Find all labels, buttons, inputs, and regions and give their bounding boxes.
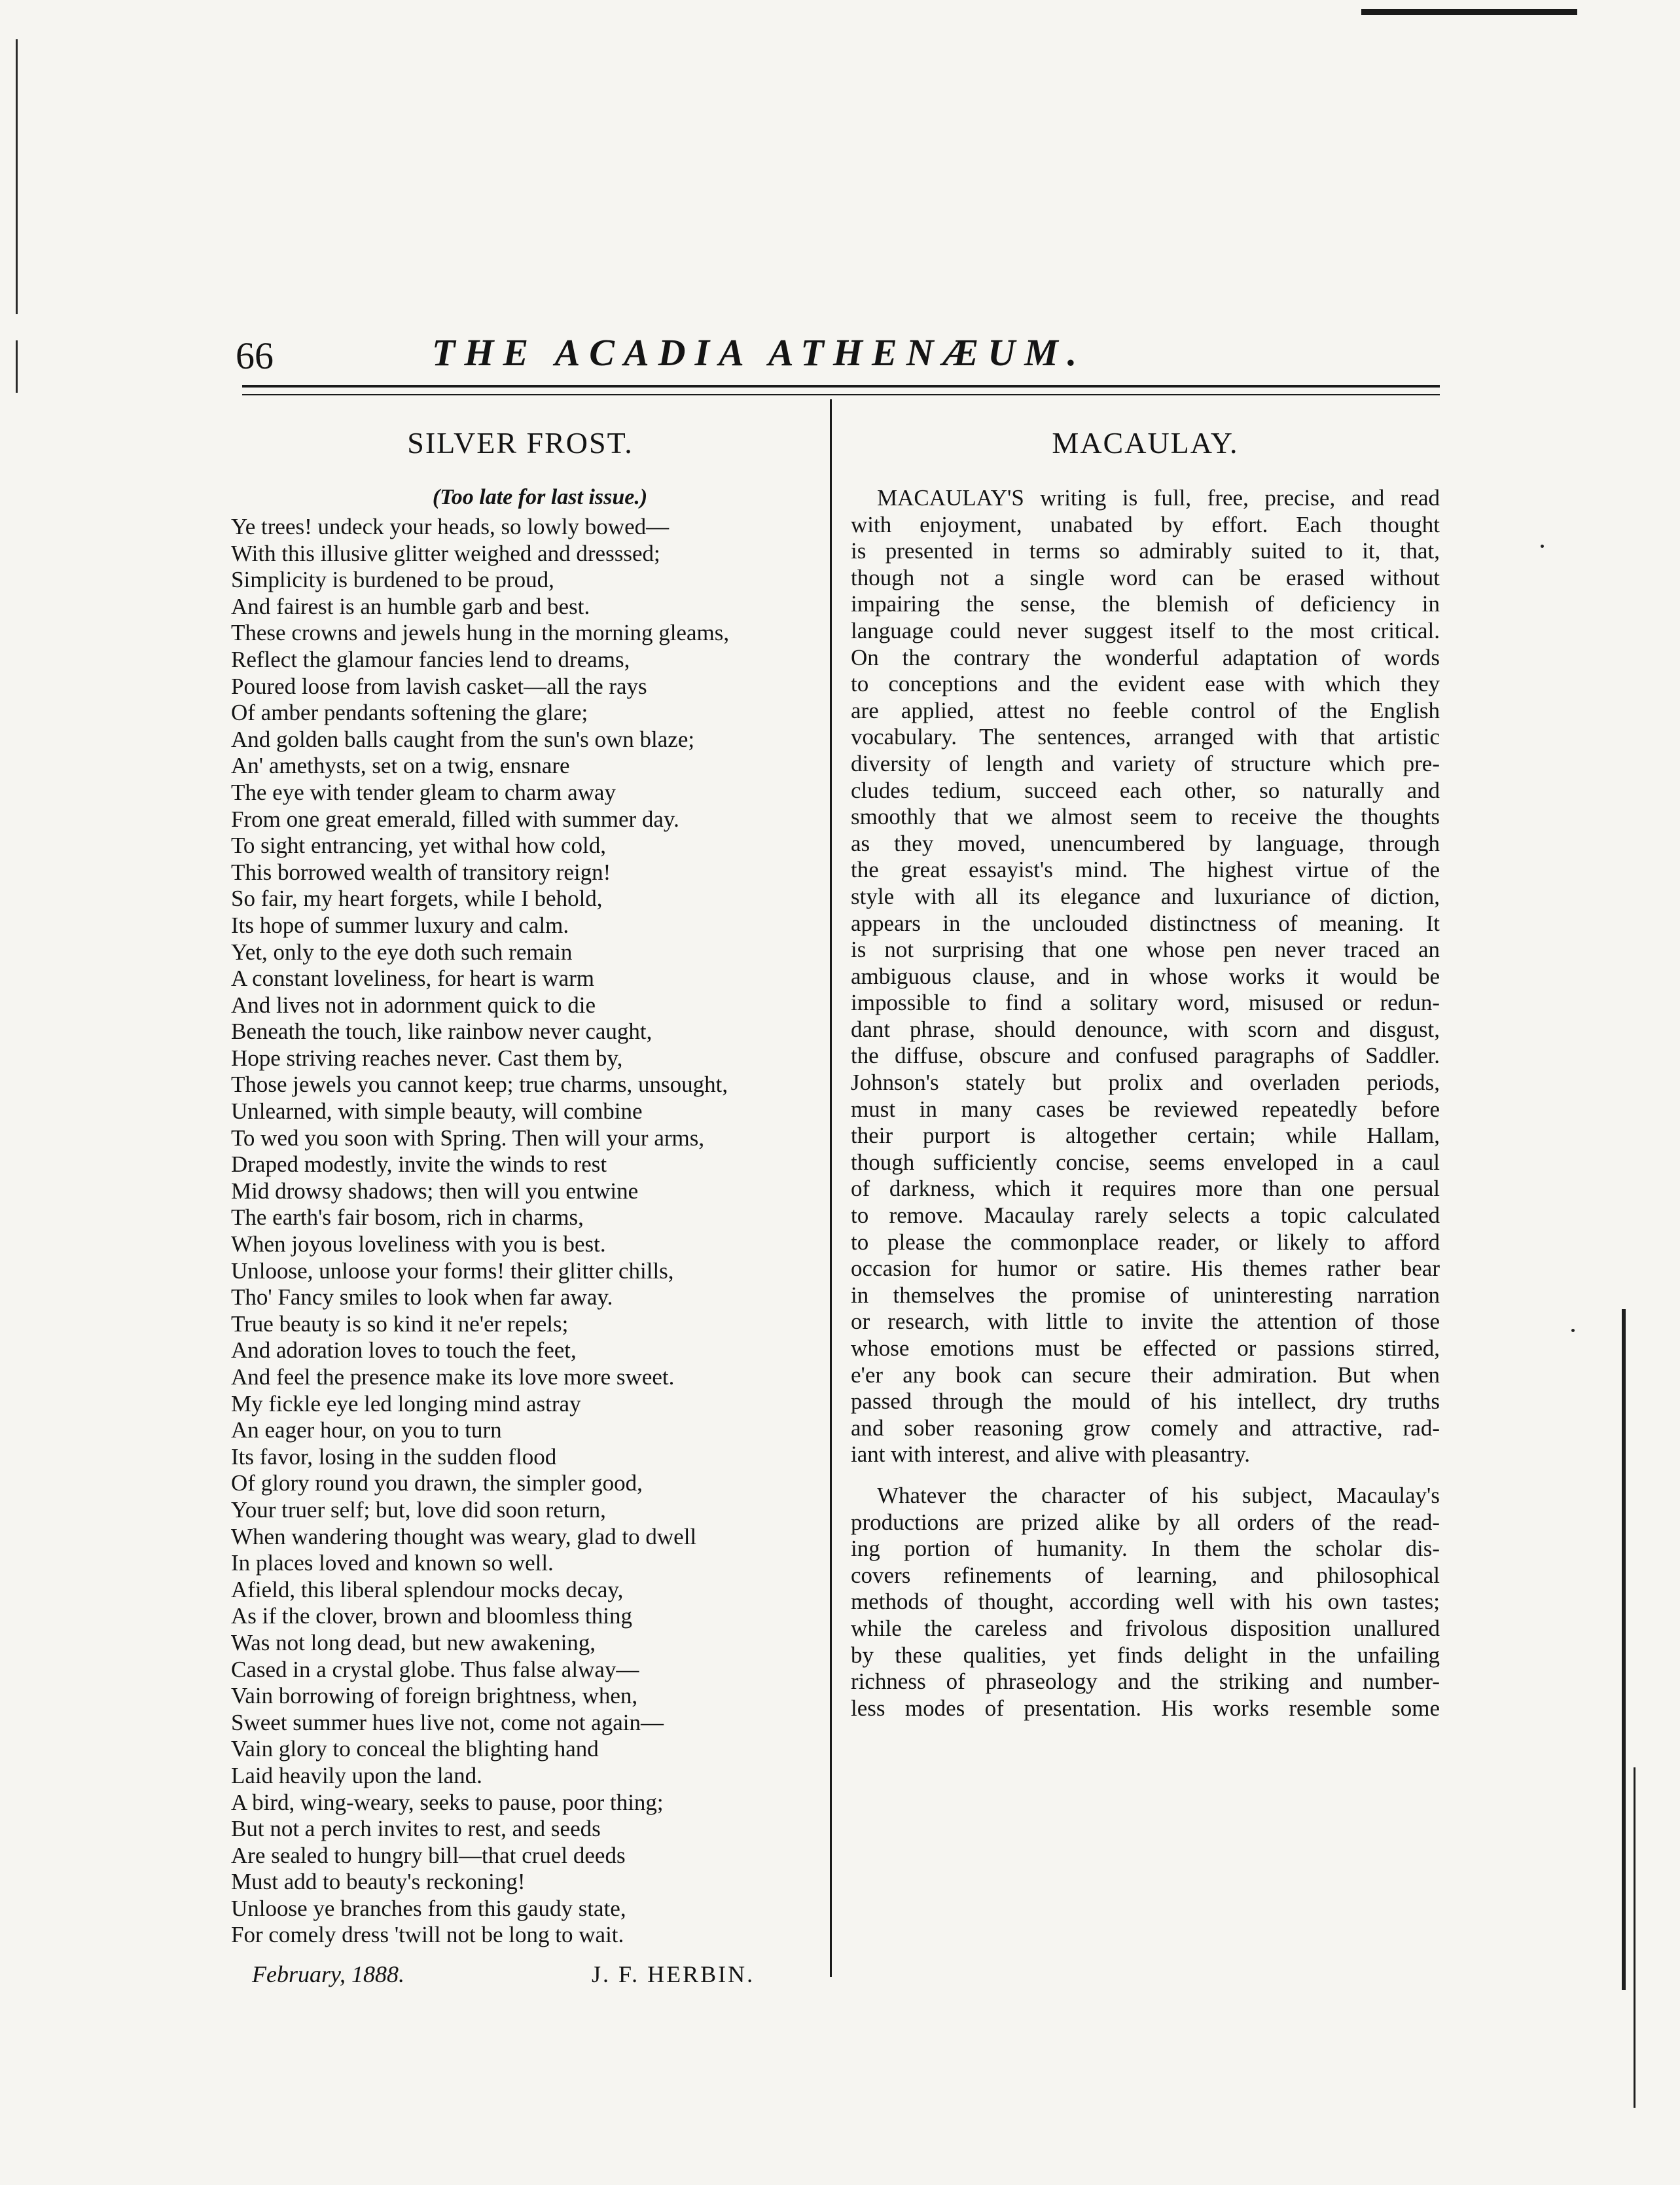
essay-title: MACAULAY.	[1052, 426, 1239, 460]
essay-line: are applied, attest no feeble control of the English	[851, 697, 1440, 723]
essay-paragraph	[851, 485, 1440, 1468]
poem-line: These crowns and jewels hung in the morning gleams,	[231, 620, 730, 646]
poem-line: And lives not in adornment quick to die	[231, 992, 596, 1018]
essay-line: productions are prized alike by all orders of the read-	[851, 1509, 1440, 1535]
poem-line: When wandering thought was weary, glad to dwell	[231, 1523, 697, 1549]
poem-line: Are sealed to hungry bill—that cruel deeds	[231, 1842, 626, 1868]
poem-line: From one great emerald, filled with summer day.	[231, 806, 679, 832]
essay-line: or research, with little to invite the attention of those	[851, 1309, 1440, 1335]
poem-author: J. F. HERBIN.	[592, 1961, 755, 1988]
poem-line: My fickle eye led longing mind astray	[231, 1390, 581, 1417]
essay-line: their purport is altogether certain; while Hallam,	[851, 1123, 1440, 1149]
essay-line: diversity of length and variety of structure which pre-	[851, 750, 1440, 776]
essay-line: Johnson's stately but prolix and overladen periods,	[851, 1070, 1440, 1096]
essay-line: to remove. Macaulay rarely selects a topic calculated	[851, 1202, 1440, 1229]
essay-line: vocabulary. The sentences, arranged with that artistic	[851, 724, 1440, 750]
essay-line: while the careless and frivolous disposition unallured	[851, 1615, 1440, 1641]
poem-line: Reflect the glamour fancies lend to dreams,	[231, 646, 630, 672]
essay-line: passed through the mould of his intellect, dry truths	[851, 1388, 1440, 1415]
essay-line: whose emotions must be effected or passions stirred,	[851, 1335, 1440, 1361]
poem-line: Vain borrowing of foreign brightness, when,	[231, 1683, 638, 1709]
essay-line: Whatever the character of his subject, Macaulay's	[877, 1482, 1440, 1508]
essay-line: with enjoyment, unabated by effort. Each thought	[851, 511, 1440, 537]
poem-body	[226, 514, 815, 1949]
poem-line: And adoration loves to touch the feet,	[231, 1337, 577, 1363]
essay-line: the great essayist's mind. The highest virtue of the	[851, 857, 1440, 883]
poem-line: Laid heavily upon the land.	[231, 1762, 482, 1788]
poem-line: But not a perch invites to rest, and seeds	[231, 1816, 601, 1842]
essay-column	[851, 412, 1440, 1736]
essay-line: richness of phraseology and the striking and number-	[851, 1669, 1440, 1695]
poem-line: A constant loveliness, for heart is warm	[231, 966, 595, 992]
poem-line: To wed you soon with Spring. Then will your arms,	[231, 1125, 705, 1151]
poem-date: February, 1888.	[252, 1961, 404, 1988]
essay-line: is not surprising that one whose pen never traced an	[851, 937, 1440, 963]
poem-line: Ye trees! undeck your heads, so lowly bowed—	[231, 514, 670, 539]
poem-line: And fairest is an humble garb and best.	[231, 593, 590, 619]
essay-paragraph	[851, 1483, 1440, 1722]
poem-line: This borrowed wealth of transitory reign!	[231, 859, 611, 885]
essay-line: though not a single word can be erased without	[851, 564, 1440, 590]
essay-line: appears in the unclouded distinctness of meaning. It	[851, 910, 1440, 936]
essay-line: to please the commonplace reader, or likely to afford	[851, 1229, 1440, 1255]
poem-line: An eager hour, on you to turn	[231, 1417, 502, 1443]
essay-line: the diffuse, obscure and confused paragraphs of Saddler.	[851, 1043, 1440, 1069]
essay-line: dant phrase, should denounce, with scorn and disgust,	[851, 1016, 1440, 1042]
poem-line: An' amethysts, set on a twig, ensnare	[231, 753, 570, 779]
poem-line: Beneath the touch, like rainbow never caught,	[231, 1019, 652, 1045]
top-edge-rule	[1361, 9, 1577, 15]
poem-line: For comely dress 'twill not be long to wait.	[231, 1922, 624, 1948]
essay-line: ambiguous clause, and in whose works it would be	[851, 963, 1440, 989]
poem-line: Hope striving reaches never. Cast them by,	[231, 1045, 623, 1071]
essay-line: cludes tedium, succeed each other, so naturally and	[851, 777, 1440, 803]
poem-signature	[226, 1960, 815, 1988]
poem-line: And golden balls caught from the sun's own blaze;	[231, 726, 695, 752]
right-edge-shadow	[1622, 1309, 1626, 1990]
poem-note: (Too late for last issue.)	[432, 485, 648, 509]
poem-line: As if the clover, brown and bloomless thing	[231, 1603, 632, 1629]
poem-line: When joyous loveliness with you is best.	[231, 1231, 606, 1257]
poem-line: The eye with tender gleam to charm away	[231, 779, 616, 805]
poem-line: In places loved and known so well.	[231, 1550, 554, 1576]
poem-line: Its hope of summer luxury and calm.	[231, 912, 569, 938]
right-edge-shadow	[1634, 1767, 1635, 2108]
poem-line: So fair, my heart forgets, while I behold,	[231, 886, 603, 912]
poem-line: Afield, this liberal splendour mocks decay,	[231, 1576, 624, 1602]
essay-line: impairing the sense, the blemish of deficiency in	[851, 591, 1440, 617]
poem-line: Those jewels you cannot keep; true charms, unsought,	[231, 1072, 728, 1098]
essay-line: e'er any book can secure their admiration. But when	[851, 1362, 1440, 1388]
poem-line: And feel the presence make its love more sweet.	[231, 1364, 675, 1390]
poem-line: Mid drowsy shadows; then will you entwine	[231, 1178, 639, 1204]
poem-line: True beauty is so kind it ne'er repels;	[231, 1310, 569, 1337]
header-rule	[242, 385, 1440, 388]
poem-line: Vain glory to conceal the blighting hand	[231, 1736, 599, 1762]
essay-line: smoothly that we almost seem to receive the thoughts	[851, 804, 1440, 830]
essay-line: On the contrary the wonderful adaptation of words	[851, 644, 1440, 670]
essay-line: as they moved, unencumbered by language, through	[851, 830, 1440, 856]
page-number: 66	[236, 334, 274, 377]
running-title: THE ACADIA ATHENÆUM.	[432, 331, 1086, 374]
poem-line: The earth's fair bosom, rich in charms,	[231, 1204, 584, 1231]
binding-edge-mark	[16, 39, 18, 314]
essay-line: ing portion of humanity. In them the scholar dis-	[851, 1536, 1440, 1562]
essay-line: impossible to find a solitary word, misused or redun-	[851, 990, 1440, 1016]
poem-line: Yet, only to the eye doth such remain	[231, 939, 573, 965]
poem-line: Tho' Fancy smiles to look when far away.	[231, 1284, 613, 1310]
essay-line: of darkness, which it requires more than one persual	[851, 1176, 1440, 1202]
poem-line: Unloose ye branches from this gaudy state,	[231, 1895, 626, 1921]
essay-line: MACAULAY'S writing is full, free, precise, and read	[877, 485, 1440, 511]
poem-column	[226, 412, 815, 1988]
column-divider	[830, 399, 832, 1977]
essay-line: covers refinements of learning, and philosophical	[851, 1562, 1440, 1588]
essay-line: by these qualities, yet finds delight in the unfailing	[851, 1642, 1440, 1668]
poem-line: Your truer self; but, love did soon return,	[231, 1496, 606, 1523]
essay-line: iant with interest, and alive with pleasantry.	[851, 1441, 1251, 1468]
essay-body	[851, 485, 1440, 1722]
binding-edge-mark	[16, 340, 18, 393]
essay-line: to conceptions and the evident ease with which they	[851, 671, 1440, 697]
poem-line: Unlearned, with simple beauty, will combine	[231, 1098, 643, 1125]
poem-line: With this illusive glitter weighed and dresssed;	[231, 540, 660, 566]
essay-line: methods of thought, according well with his own tastes;	[851, 1589, 1440, 1615]
essay-line: language could never suggest itself to the most critical.	[851, 617, 1440, 643]
poem-line: Draped modestly, invite the winds to rest	[231, 1151, 607, 1178]
poem-line: To sight entrancing, yet withal how cold,	[231, 833, 606, 859]
poem-line: Its favor, losing in the sudden flood	[231, 1443, 557, 1470]
essay-line: less modes of presentation. His works resemble some	[851, 1695, 1440, 1721]
ink-speck	[1541, 545, 1544, 548]
essay-line: occasion for humor or satire. His themes rather bear	[851, 1255, 1440, 1282]
poem-title: SILVER FROST.	[407, 426, 634, 460]
poem-line: Was not long dead, but new awakening,	[231, 1629, 596, 1655]
poem-line: Cased in a crystal globe. Thus false alway—	[231, 1656, 639, 1682]
poem-line: Simplicity is burdened to be proud,	[231, 567, 554, 593]
poem-line: A bird, wing-weary, seeks to pause, poor thing;	[231, 1789, 664, 1815]
poem-line: Must add to beauty's reckoning!	[231, 1869, 526, 1895]
essay-line: and sober reasoning grow comely and attractive, rad-	[851, 1415, 1440, 1441]
poem-line: Of glory round you drawn, the simpler good,	[231, 1470, 643, 1496]
essay-line: though sufficiently concise, seems enveloped in a caul	[851, 1149, 1440, 1175]
poem-line: Of amber pendants softening the glare;	[231, 700, 588, 726]
essay-line: style with all its elegance and luxuriance of diction,	[851, 883, 1440, 909]
poem-line: Unloose, unloose your forms! their glitter chills,	[231, 1257, 674, 1284]
ink-speck	[1571, 1329, 1575, 1332]
poem-line: Poured loose from lavish casket—all the rays	[231, 673, 647, 699]
essay-line: in themselves the promise of uninteresting narration	[851, 1282, 1440, 1308]
header-rule	[242, 394, 1440, 395]
essay-line: is presented in terms so admirably suited to it, that,	[851, 538, 1440, 564]
poem-line: Sweet summer hues live not, come not again—	[231, 1709, 664, 1735]
essay-line: must in many cases be reviewed repeatedly before	[851, 1096, 1440, 1122]
